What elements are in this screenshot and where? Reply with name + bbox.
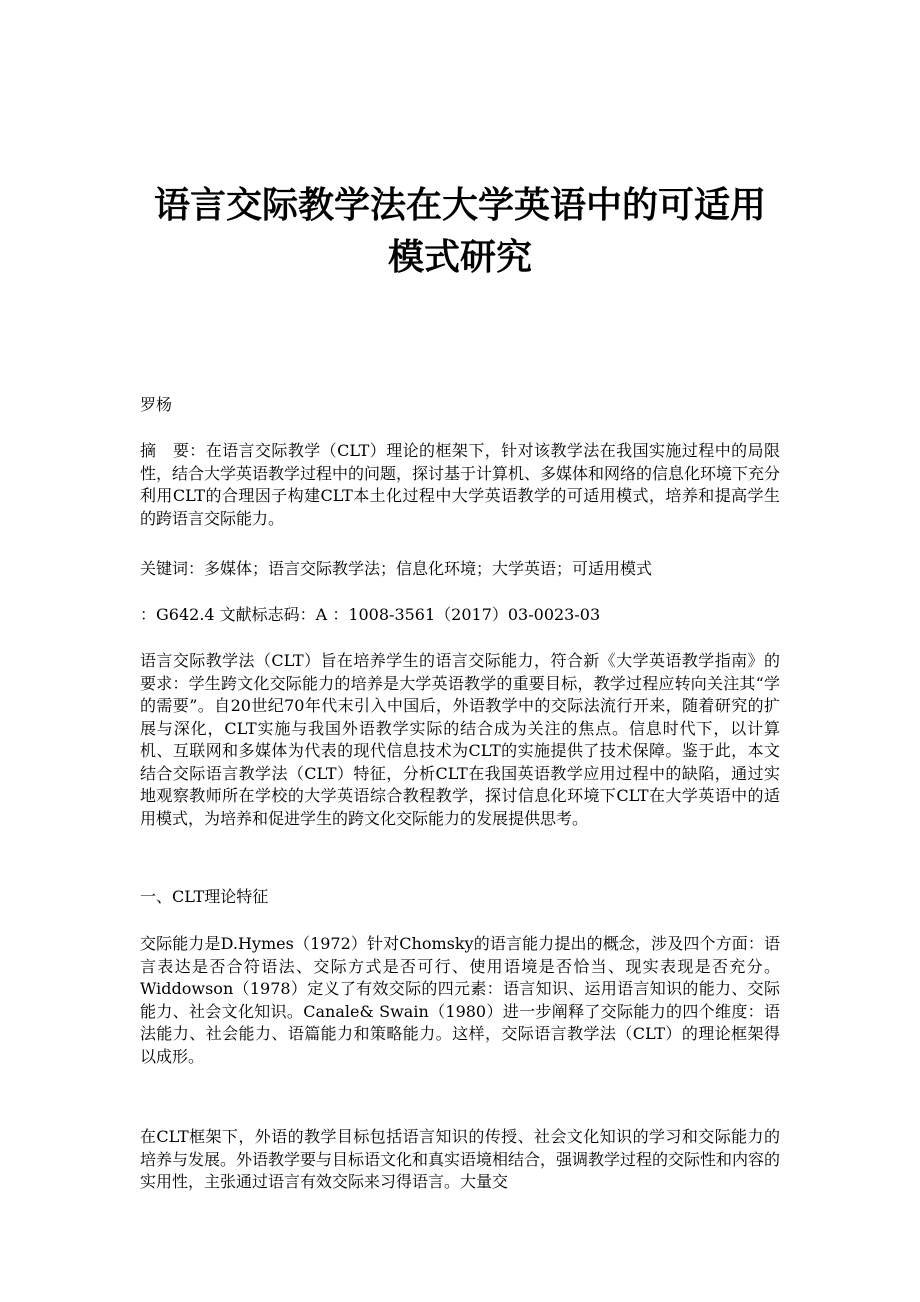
paper-title-line-2: 模式研究 [387,237,532,278]
paper-title [100,180,820,284]
paper-title-line-1: 语言交际教学法在大学英语中的可适用 [153,185,766,226]
intro-paragraph: 语言交际教学法（CLT）旨在培养学生的语言交际能力，符合新《大学英语教学指南》的要求：学生跨文化交际能力的培养是大学英语教学的重要目标，教学过程应转向关注其“学的需要”。自20世纪70年代末引入中国后，外语教学中的交际法流行开来，随着研究的扩展与深化，CLT实施与我国外语教学实际的结合成为关注的焦点。信息时代下，以计算机、互联网和多媒体为代表的现代信息技术为CLT的实施提供了技术保障。鉴于此，本文结合交际语言教学法（CLT）特征，分析CLT在我国英语教学应用过程中的缺陷，通过实地观察教师所在学校的大学英语综合教程教学，探讨信息化环境下CLT在大学英语中的适用模式，为培养和促进学生的跨文化交际能力的发展提供思考。 [140,651,780,828]
section-heading: 一、CLT理论特征 [140,887,269,906]
author-name: 罗杨 [140,395,173,414]
body-paragraph-2: 在CLT框架下，外语的教学目标包括语言知识的传授、社会文化知识的学习和交际能力的培养与发展。外语教学要与目标语文化和真实语境相结合，强调教学过程的交际性和内容的实用性，主张通过语言有效交际来习得语言。大量交 [140,1127,781,1191]
body-paragraph-1: 交际能力是D.Hymes（1972）针对Chomsky的语言能力提出的概念，涉及四个方面：语言表达是否合符语法、交际方式是否可行、使用语境是否恰当、现实表现是否充分。Widdowson（1978）定义了有效交际的四元素：语言知识、运用语言知识的能力、交际能力、社会文化知识。Canale& Swain（1980）进一步阐释了交际能力的四个维度：语法能力、社会能力、语篇能力和策略能力。这样，交际语言教学法（CLT）的理论框架得以成形。 [140,934,780,1066]
classification-line: ：G642.4 文献标志码：A ：1008-3561（2017）03-0023-03 [140,605,601,624]
abstract-paragraph: 摘 要：在语言交际教学（CLT）理论的框架下，针对该教学法在我国实施过程中的局限性，结合大学英语教学过程中的问题，探讨基于计算机、多媒体和网络的信息化环境下充分利用CLT的合理因子构建CLT本土化过程中大学英语教学的可适用模式，培养和提高学生的跨语言交际能力。 [140,441,781,528]
keywords-line: 关键词：多媒体；语言交际教学法；信息化环境；大学英语；可适用模式 [140,559,653,578]
